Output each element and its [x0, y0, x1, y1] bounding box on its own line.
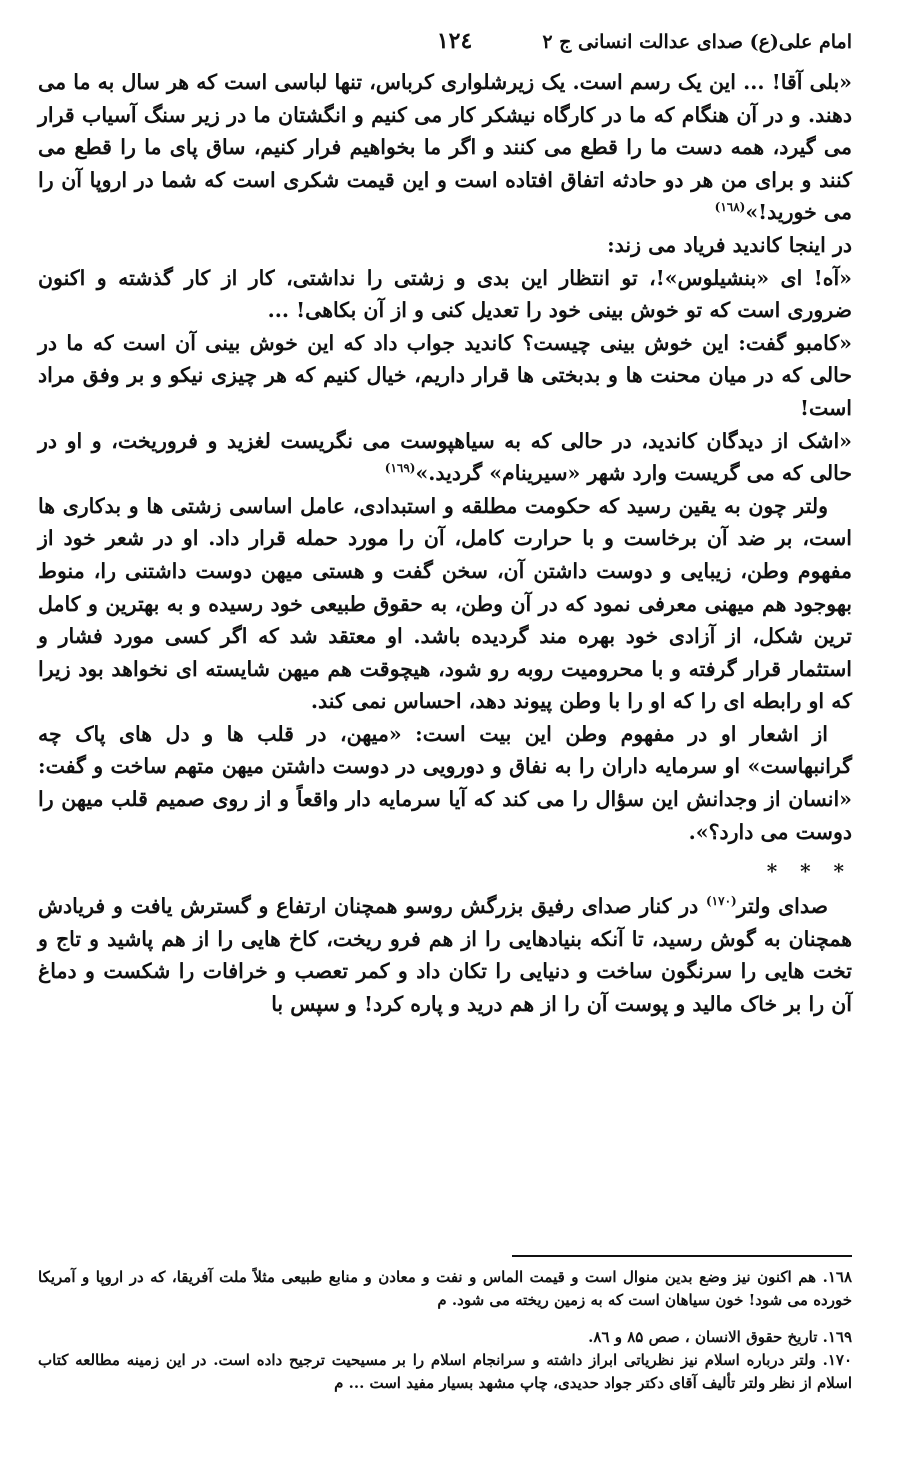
- running-title: امام علی(ع) صدای عدالت انسانی ج ۲: [542, 31, 852, 53]
- paragraph-1: [38, 66, 852, 229]
- footnote-ref-169: (۱٦۹): [384, 461, 416, 476]
- main-text: [38, 66, 852, 1021]
- paragraph-6: ولتر چون به یقین رسید که حکومت مطلقه و استبدادی، عامل اساسی زشتی ها و بدکاری ها است، بر ضد آن برخاست و با حرارت کامل، آن را مورد حمله قرار داد. او در شعر خود از مفهوم وطن، زیبایی و دوست داشتن آن، سخن گفت و هستی میهن دوست داشتنی را، منوط بهوجود هم میهنی معرفی نمود که در آن وطن، به حقوق طبیعی خود رسیده و به بهترین و کامل ترین شکل، از آزادی خود بهره مند گردیده باشد. او معتقد شد که اگر کسی مورد فشار و استثمار قرار گرفته و با محرومیت روبه رو شود، هیچوقت هم میهن شایسته ای نخواهد بود زیرا که او رابطه ای را که او را با وطن پیوند دهد، احساس نمی کند.: [38, 493, 852, 714]
- footnote-169: ۱٦۹. تاریخ حقوق الانسان ، صص ۸۵ و ۸٦.: [588, 1328, 852, 1346]
- footnote-divider: [512, 1255, 852, 1257]
- paragraph-7: از اشعار او در مفهوم وطن این بیت است: «میهن، در قلب ها و دل های پاک چه گرانبهاست» او سرمایه داران را به نفاق و دورویی در دوست داشتن میهن متهم ساخت و گفت: «انسان از وجدانش این سؤال را می کند که آیا سرمایه دار واقعاً و از روی صمیم قلب میهن را دوست می دارد؟».: [38, 721, 852, 844]
- paragraph-5: [38, 425, 852, 490]
- section-separator: * * *: [766, 859, 852, 884]
- footnote-168: ۱٦۸. هم اکنون نیز وضع بدین منوال است و قیمت الماس و نفت و معادن و منابع طبیعی مثلاً ملت آفریقا، که در اروپا و آمریکا خورده می شود! خون سیاهان است که به زمین ریخته می شود. م: [38, 1268, 852, 1309]
- page-number: ۱۲٤: [436, 28, 473, 54]
- footnote-ref-168: (۱٦۸): [714, 200, 746, 215]
- footnote-ref-170: (۱۷۰): [705, 894, 737, 909]
- paragraph-2: در اینجا کاندید فریاد می زند:: [607, 232, 852, 257]
- paragraph-8-text: در کنار صدای رفیق بزرگش روسو همچنان ارتفاع و گسترش یافت و فریادش همچنان به گوش رسید، تا آنکه بنیادهایی را از هم فرو ریخت، کاخ هایی را از هم پاشید و تاج و تخت هایی را سرنگون ساخت و دنیایی را تکان داد و کمر تعصب و خرافات را شکست و دماغ آن را بر خاک مالید و پوست آن را از هم درید و پاره کرد! و سپس با: [38, 894, 852, 1017]
- running-header: [38, 28, 852, 64]
- paragraph-4: «کامبو گفت: این خوش بینی چیست؟ کاندید جواب داد که این خوش بینی آن است که ما در حالی که در میان محنت ها و بدبختی ها قرار داریم، خیال کنیم که هر چیزی نیکو و بر وفق مراد است!: [38, 330, 853, 420]
- paragraph-5-text: «اشک از دیدگان کاندید، در حالی که به سیاهپوست می نگریست لغزید و فروریخت، و او در حالی که می گریست وارد شهر «سیرینام» گردید.»: [38, 428, 852, 486]
- paragraph-8-lead: صدای ولتر: [736, 894, 828, 919]
- footnote-170: ۱۷۰. ولتر درباره اسلام نیز نظریاتی ابراز داشته و سرانجام اسلام را بر مسیحیت ترجیح داده است. در این زمینه مطالعه کتاب اسلام از نظر ولتر تألیف آقای دکتر جواد حدیدی، چاپ مشهد بسیار مفید است ... م: [38, 1351, 852, 1392]
- paragraph-1-text: «بلی آقا! ... این یک رسم است. یک زیرشلواری کرباس، تنها لباسی است که هر سال به ما می دهند. و در آن هنگام که ما در کارگاه نیشکر کار می کنیم و انگشتان ما در زیر سنگ آسیاب قرار می گیرد، همه دست ما را قطع می کنند و اگر ما بخواهیم فرار کنیم، ساق پای ما را قطع می کنند و برای من هر دو حادثه اتفاق افتاده است و این قیمت شکری است که شما در اروپا آن را می خورید!»: [38, 70, 852, 225]
- paragraph-8: [38, 890, 852, 1020]
- footnotes: [38, 1266, 852, 1395]
- paragraph-3: «آه! ای «بنشیلوس»!، تو انتظار این بدی و زشتی را نداشتی، کار از کار گذشته و اکنون ضروری است که تو خوش بینی خود را تعدیل کنی و از آن بکاهی! ...: [38, 265, 852, 323]
